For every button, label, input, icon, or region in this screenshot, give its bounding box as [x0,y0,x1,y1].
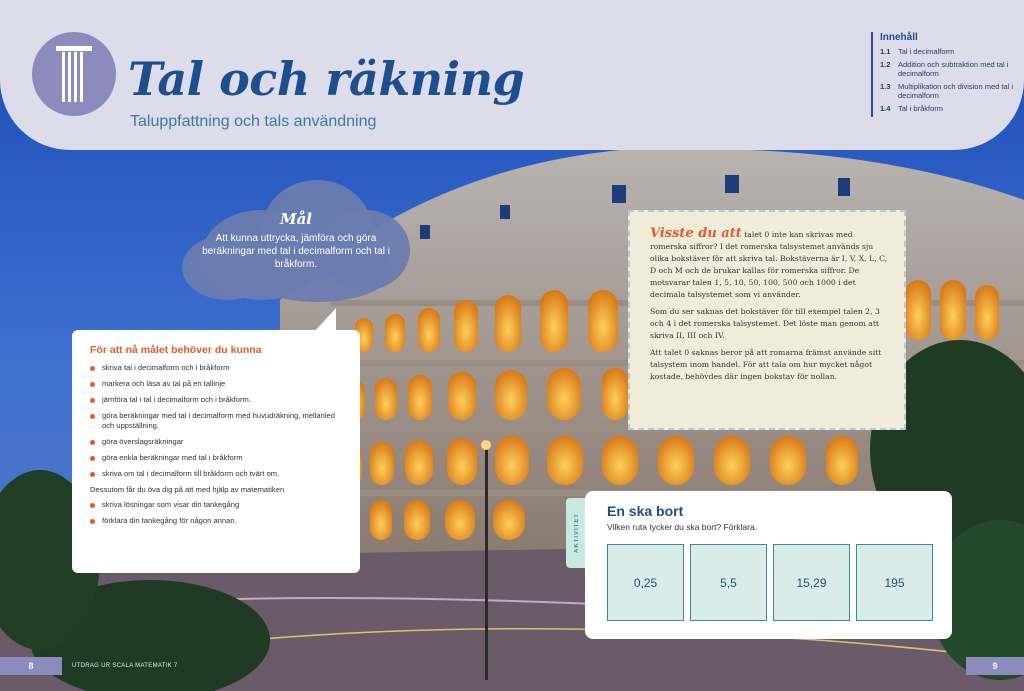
toc-heading: Innehåll [880,32,918,43]
goals-list [90,363,346,479]
speech-tail [314,308,336,332]
toc-item[interactable] [880,47,1021,56]
list-item: göra beräkningar med tal i decimalform med huvudräkning, mellanled och uppställning. [90,411,346,431]
activity-question: Vilken ruta tycker du ska bort? Förklara. [607,522,758,532]
chapter-subtitle: Taluppfattning och tals användning [130,113,377,130]
list-item: jämföra tal i tal i decimalform och i bråkform. [90,395,346,405]
goals-extra-intro: Dessutom får du öva dig på att med hjälp av matematiken [90,485,285,494]
list-item: skriva tal i decimalform och i bråkform [90,363,346,373]
answer-box[interactable]: 0,25 [607,544,684,621]
activity-heading: En ska bort [607,503,684,519]
fact-paragraph [650,228,890,301]
fact-text: talet 0 inte kan skrivas med romerska siffror? I det romerska talsystemet används sju olika bokstäver för att skriva tal. Bokstäverna är I, V, X, L, C, D och M och de brukar kallas för romerska siffror. De motsvarar talen 1, 5, 10, 50, 100, 500 och 1000 i det decimala talsystemet som vi använder. [650,230,888,299]
chapter-header [0,0,1024,150]
toc-item-label: Multiplikation och division med tal i decimalform [898,82,1014,100]
list-item: skriva om tal i decimalform till bråkform och tvärt om. [90,469,346,479]
footer-text: UTDRAG UR SCALA MATEMATIK 7 [72,663,178,669]
column-icon [32,32,116,116]
toc-item-number: 1.3 [880,82,891,91]
fact-box [628,210,906,430]
answer-box[interactable]: 195 [856,544,933,621]
toc-item-label: Addition och subtraktion med tal i decimalform [898,60,1009,78]
answer-box[interactable]: 15,29 [773,544,850,621]
goals-heading: För att nå målet behöver du kunna [90,344,262,356]
goals-extra-list [90,500,346,526]
toc-item[interactable] [880,60,1021,78]
list-item: förklara din tankegång för någon annan. [90,516,346,526]
toc-item-label: Tal i bråkform [898,104,944,113]
fact-paragraph: Som du ser saknas det bokstäver för till exempel talen 2, 3 och 4 i det romerska talsystemet. Det löste man genom att skriva II, III och IV. [650,307,880,340]
fact-paragraph: Att talet 0 saknas beror på att romarna främst använde sitt talsystem inom handel. För att tala om hur mycket något kostade, behövdes där ingen bokstav för nollan. [650,348,882,381]
activity-card [585,491,952,639]
list-item: göra enkla beräkningar med tal i bråkform [90,453,346,463]
table-of-contents [871,32,1021,117]
chapter-title: Tal och räkning [128,52,525,106]
toc-item-number: 1.2 [880,60,891,69]
list-item: markera och läsa av tal på en tallinje [90,379,346,389]
goal-text [190,210,402,271]
toc-item[interactable] [880,104,1021,113]
activity-tab-label: AKTIVITET [574,513,580,553]
list-item: skriva lösningar som visar din tankegång [90,500,346,510]
toc-item-label: Tal i decimalform [898,47,955,56]
toc-item[interactable] [880,82,1021,100]
toc-item-number: 1.1 [880,47,891,56]
answer-box[interactable]: 5,5 [690,544,767,621]
learning-goals-card [72,330,360,573]
fact-lead: Visste du att [650,226,742,241]
goal-heading: Mål [279,210,313,228]
answer-boxes [607,544,938,621]
page-number-left: 8 [0,657,62,675]
page-number-right: 9 [966,657,1024,675]
list-item: göra överslagsräkningar [90,437,346,447]
goal-description: Att kunna uttrycka, jämföra och göra beräkningar med tal i decimalform och tal i bråkform. [202,233,390,270]
toc-item-number: 1.4 [880,104,891,113]
